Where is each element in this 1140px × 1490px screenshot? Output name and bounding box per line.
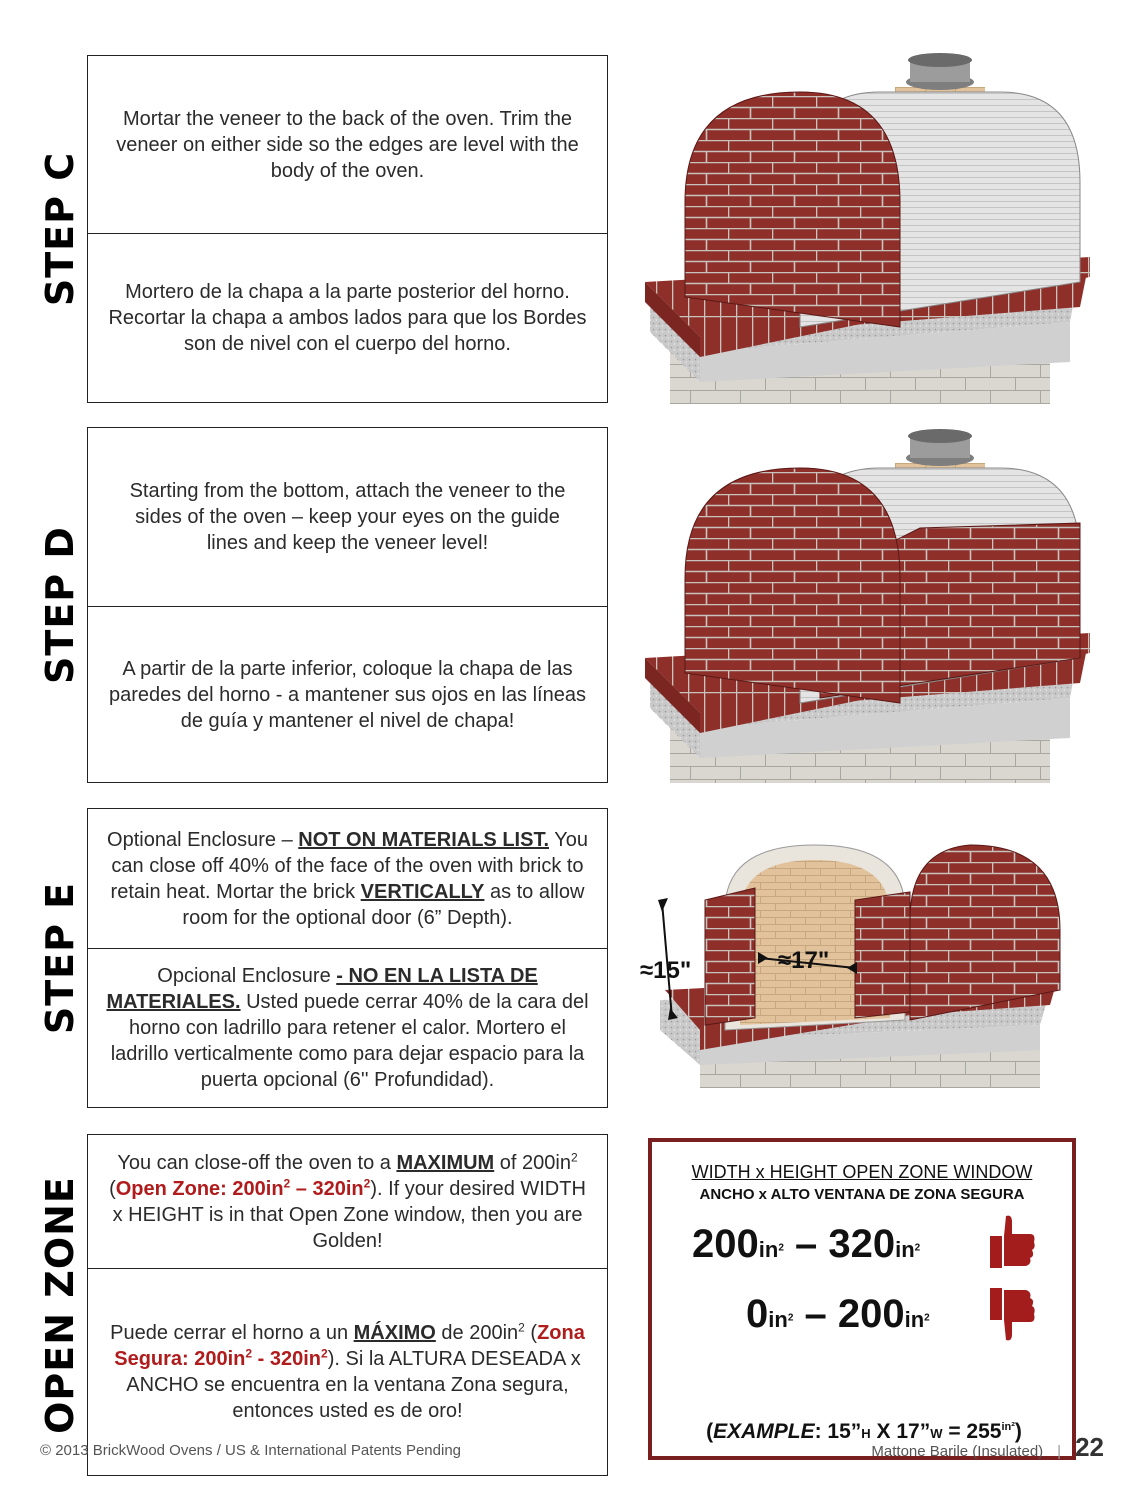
step-d-english: Starting from the bottom, attach the veneer to the sides of the oven – keep your eyes on the guide lines and keep the veneer level! (129, 480, 566, 554)
step-e-width-dimension: ≈17" (778, 947, 830, 974)
open-zone-label: OPEN ZONE (38, 1176, 83, 1434)
open-zone-spanish: Puede cerrar el horno a un MÁXIMO de $200in^2$ (Zona Segura: $200in^2 - 320in^2$). Si la ALTURA DESEADA x ANCHO se encuentra en la ventana Zona segura, entonces usted es de oro! (88, 1268, 607, 1475)
footer-separator: | (1057, 1443, 1062, 1460)
footer-model: Mattone Barile (Insulated) (871, 1443, 1044, 1460)
page-number: 22 (1075, 1432, 1104, 1462)
open-zone-box (87, 1134, 608, 1476)
step-e-box (87, 808, 608, 1108)
open-zone-window-box (648, 1138, 1076, 1460)
step-d-spanish: A partir de la parte inferior, coloque la chapa de las paredes del horno - a mantener sus ojos en las líneas de guía y mantener el nivel de chapa! (88, 606, 607, 782)
open-zone-english: You can close-off the oven to a MAXIMUM of $200in^2$ (Open Zone: $200in^2 - 320in^2$). If your desired WIDTH x HEIGHT is in that Open Zone window, then you are Golden! (109, 1149, 586, 1252)
step-c-spanish: Mortero de la chapa a la parte posterior del horno. Recortar la chapa a ambos lados para que los Bordes son de nivel con el cuerpo del horno. (88, 233, 607, 402)
footer-page-info (871, 1432, 1104, 1463)
step-e-height-dimension: ≈15" (640, 957, 692, 984)
thumbs-down-icon (988, 1286, 1038, 1342)
step-d-oven-illustration (640, 428, 1100, 783)
footer-copyright: © 2013 BrickWood Ovens / US & International Patents Pending (40, 1442, 462, 1459)
step-e-spanish: Opcional Enclosure - NO EN LA LISTA DE MATERIALES. Usted puede cerrar 40% de la cara del horno con ladrillo para retener el calor. Mortero el ladrillo verticalmente como para dejar espacio para la puerta opcional (6'' Profundidad). (88, 948, 607, 1107)
step-c-english: Mortar the veneer to the back of the oven. Trim the veneer on either side so the edges are level with the body of the oven. (116, 107, 579, 182)
step-c-label: STEP C (38, 151, 82, 307)
step-e-label: STEP E (38, 881, 83, 1035)
zone-example: (EXAMPLE: 15”H X 17”W = $255^{in^2}$) (706, 1420, 1022, 1443)
thumbs-up-icon (988, 1214, 1038, 1270)
step-c-oven-illustration (640, 52, 1100, 404)
good-range: $200in^2 - 320in^2$ (692, 1222, 921, 1266)
bad-range: $0in^2 - 200in^2$ (746, 1292, 930, 1336)
zone-box-title: WIDTH x HEIGHT OPEN ZONE WINDOW (691, 1162, 1033, 1182)
step-d-label: STEP D (38, 526, 82, 684)
step-e-oven-illustration (640, 840, 1100, 1088)
zone-box-subtitle: ANCHO x ALTO VENTANA DE ZONA SEGURA (699, 1186, 1025, 1203)
step-d-box (87, 427, 608, 783)
step-c-box (87, 55, 608, 403)
step-e-english: Optional Enclosure – NOT ON MATERIALS LIST. You can close off 40% of the face of the oven with brick to retain heat. Mortar the brick VERTICALLY as to allow room for the optional door (6” Depth). (107, 828, 588, 929)
